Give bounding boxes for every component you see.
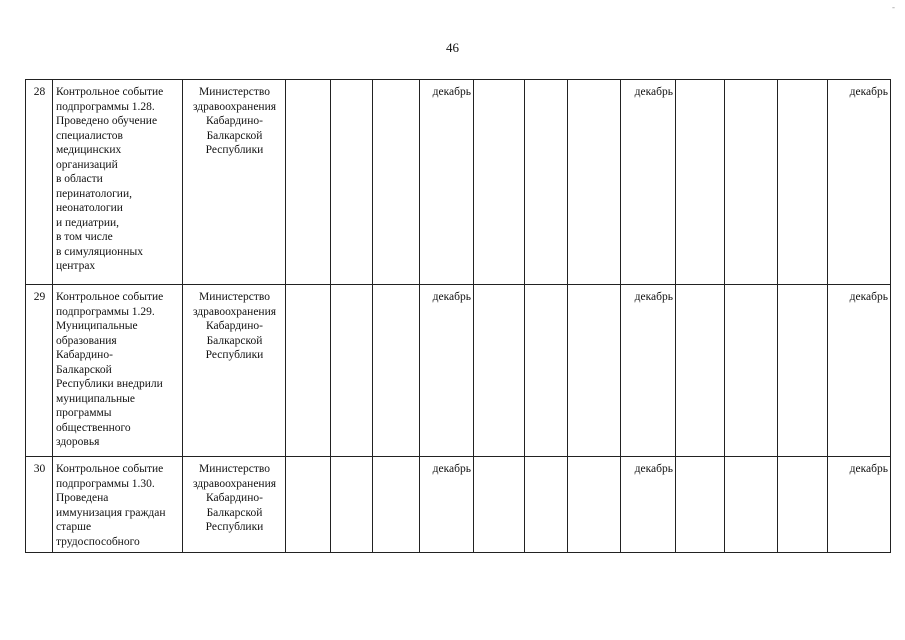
empty-cell [525,457,568,553]
table-row [26,285,891,457]
empty-cell [676,457,725,553]
empty-cell [286,457,331,553]
month-cell: декабрь [621,285,676,457]
empty-cell [568,285,621,457]
event-cell: Контрольное событие подпрограммы 1.28. Проведено обучение специалистов медицинских организаций в области перинатологии, неонатологии и педиатрии, в том числе в симуляционных центрах [53,80,183,285]
month-cell: декабрь [621,457,676,553]
empty-cell [373,285,420,457]
month-cell: декабрь [420,80,474,285]
empty-cell [331,457,373,553]
table-row [26,80,891,285]
empty-cell [676,80,725,285]
row-number-cell: 30 [26,457,53,553]
empty-cell [725,457,778,553]
empty-cell [676,285,725,457]
event-cell: Контрольное событие подпрограммы 1.30. Проведена иммунизация граждан старше трудоспособного [53,457,183,553]
empty-cell [286,285,331,457]
empty-cell [331,285,373,457]
responsible-cell: Министерство здравоохранения Кабардино- Балкарской Республики [183,457,286,553]
responsible-cell: Министерство здравоохранения Кабардино- Балкарской Республики [183,80,286,285]
row-number-cell: 28 [26,80,53,285]
month-cell: декабрь [828,457,891,553]
month-cell: декабрь [621,80,676,285]
empty-cell [725,80,778,285]
corner-mark: - [892,2,895,12]
empty-cell [331,80,373,285]
empty-cell [778,80,828,285]
month-cell: декабрь [420,457,474,553]
empty-cell [778,285,828,457]
month-cell: декабрь [420,285,474,457]
empty-cell [286,80,331,285]
page-number: 46 [446,40,459,55]
event-cell: Контрольное событие подпрограммы 1.29. Муниципальные образования Кабардино- Балкарской Республики внедрили муниципальные программы общественного здоровья [53,285,183,457]
row-number-cell: 29 [26,285,53,457]
empty-cell [778,457,828,553]
empty-cell [568,80,621,285]
empty-cell [525,80,568,285]
empty-cell [474,285,525,457]
month-cell: декабрь [828,80,891,285]
empty-cell [474,457,525,553]
empty-cell [373,80,420,285]
month-cell: декабрь [828,285,891,457]
empty-cell [568,457,621,553]
empty-cell [474,80,525,285]
empty-cell [525,285,568,457]
empty-cell [725,285,778,457]
schedule-table [25,79,891,553]
responsible-cell: Министерство здравоохранения Кабардино- Балкарской Республики [183,285,286,457]
empty-cell [373,457,420,553]
table-row [26,457,891,553]
